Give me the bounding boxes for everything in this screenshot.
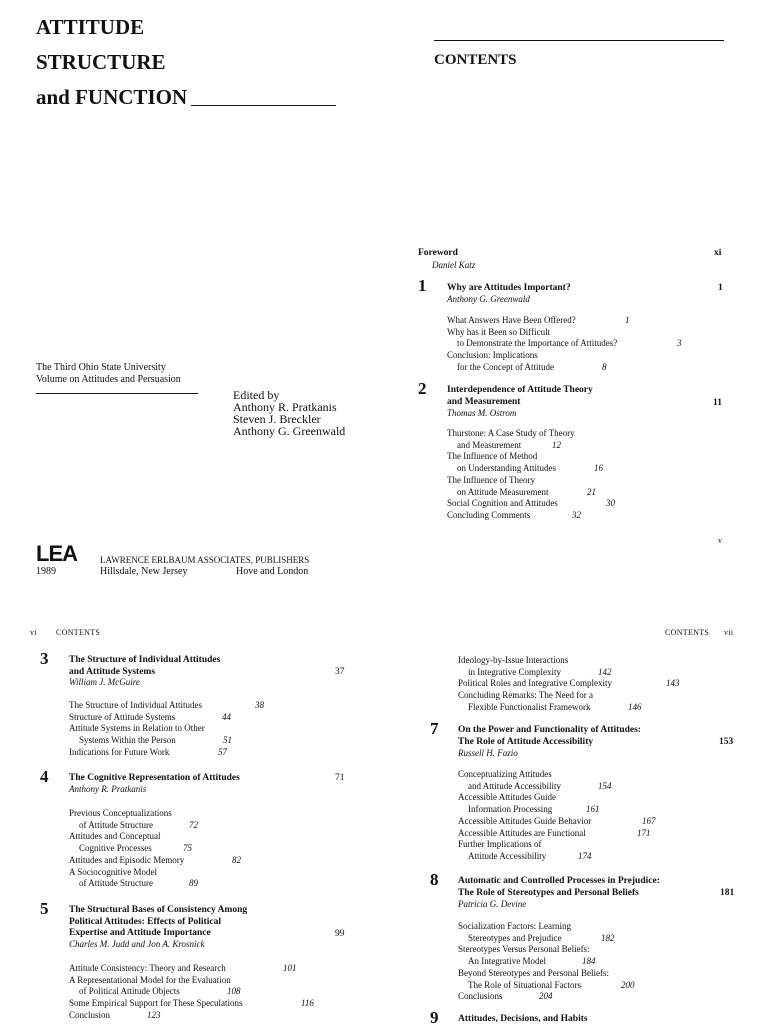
title-line-2: STRUCTURE [36,50,166,74]
section-page: 89 [189,878,198,889]
chapter-number: 4 [40,767,49,786]
chapter-sections [447,315,682,374]
editor-name: Steven J. Breckler [233,412,321,426]
section-entry: Beyond Stereotypes and Personal Beliefs: The Role of Situational Factors 200 [458,967,635,990]
chapter-title: The Structural Bases of Consistency Among Political Attitudes: Effects of Political Expertise and Attitude Importance [69,905,248,938]
section-entry: Why has it Been so Difficult to Demonstrate the Importance of Attitudes? 3 [447,326,682,349]
section-page: 154 [598,780,612,791]
publisher-name: LAWRENCE ERLBAUM ASSOCIATES, PUBLISHERS [100,555,310,565]
section-page: 3 [677,338,682,349]
section-entry: Conceptualizing Attitudes and Attitude Accessibility 154 [458,769,612,791]
publisher-place-2: Hove and London [236,566,309,577]
chapter-number: 9 [430,1008,439,1027]
section-page: 75 [183,843,192,854]
section-page: 116 [301,998,314,1009]
section-entry: Social Cognition and Attitudes 30 [447,498,615,509]
section-page: 161 [586,804,600,815]
publication-year: 1989 [36,566,56,577]
section-page: 12 [552,439,561,450]
chapter-title: The Structure of Individual Attitudes and Attitude Systems [69,655,221,677]
series-note [36,362,181,386]
section-entry: Concluding Remarks: The Need for a Flexible Functionalist Framework 146 [458,690,642,712]
running-page-number: vii [724,628,734,637]
section-entry: Conclusions 204 [458,991,553,1002]
running-page-number: vi [30,628,37,637]
section-entry: Concluding Comments 32 [447,509,581,520]
publisher-logo: LEA [36,541,77,566]
foreword-label: Foreword [418,248,458,258]
editors-block [233,389,345,437]
section-entry: What Answers Have Been Offered? 1 [447,315,630,325]
chapter-number: 8 [430,870,439,889]
section-page: 8 [602,361,607,372]
chapter-author: Patricia G. Devine [458,899,527,909]
chapter-page: 99 [335,929,345,939]
chapter-author: William J. McGuire [69,677,140,687]
title-rule [191,105,336,106]
page-mark: v [718,536,722,545]
section-page: 32 [572,509,581,520]
chapter-author: Anthony R. Pratkanis [69,784,147,794]
section-entry: The Structure of Individual Attitudes 38 [69,700,264,710]
section-entry: Stereotypes Versus Personal Beliefs: An Integrative Model 184 [458,944,596,967]
chapter-author: Charles M. Judd and Jon A. Krosnick [69,939,205,949]
continued-sections [458,655,680,714]
book-title [36,10,336,115]
section-page: 44 [222,711,231,722]
section-entry: Indications for Future Work 57 [69,746,227,757]
section-entry: The Influence of Theory on Attitude Measurement 21 [447,474,596,497]
chapter-sections [69,700,264,759]
section-entry: Thurstone: A Case Study of Theory and Measurement 12 [447,428,575,450]
section-page: 101 [283,963,297,973]
section-entry: Conclusion: Implications for the Concept of Attitude 8 [447,350,607,372]
section-entry: Conclusion 123 [69,1009,161,1020]
chapter-title: The Cognitive Representation of Attitudes [69,773,240,783]
section-page: 30 [606,498,615,509]
section-page: 174 [578,850,592,861]
running-title: CONTENTS [665,628,710,637]
section-page: 146 [628,701,642,712]
series-line-1: The Third Ohio State University [36,362,166,373]
chapter-author: Anthony G. Greenwald [447,294,530,304]
chapter-number: 7 [430,719,439,738]
series-rule [36,393,198,394]
section-entry: Structure of Attitude Systems 44 [69,711,231,722]
chapter-page: 153 [719,737,734,747]
chapter-title: Attitudes, Decisions, and Habits [458,1014,588,1024]
chapter-title: Automatic and Controlled Processes in Prejudice: The Role of Stereotypes and Personal Beliefs [458,876,660,898]
section-page: 21 [587,486,596,497]
editor-name: Anthony G. Greenwald [233,424,346,438]
chapter-page: 1 [718,283,723,293]
section-page: 182 [601,932,615,943]
section-entry: Attitude Consistency: Theory and Research 101 [69,963,297,973]
section-entry: Attitudes and Conceptual Cognitive Processes 75 [69,831,192,854]
section-page: 200 [621,979,635,990]
running-title: CONTENTS [56,628,101,637]
chapter-page: 71 [335,773,345,783]
section-entry: Further Implications of Attitude Accessibility 174 [458,839,592,861]
section-page: 123 [147,1009,161,1020]
chapter-author: Thomas M. Ostrom [447,408,517,418]
contents-top-rule [434,40,724,41]
section-entry: Some Empirical Support for These Speculations 116 [69,998,314,1009]
contents-heading: CONTENTS [434,52,517,68]
chapter-page: 181 [720,888,735,898]
section-page: 142 [598,666,612,677]
edited-by-label: Edited by [233,388,280,402]
publisher-place: Hillsdale, New Jersey [100,566,188,577]
section-page: 167 [642,815,656,826]
section-page: 38 [255,700,264,710]
section-entry: Previous Conceptualizations of Attitude Structure 72 [69,808,198,830]
chapter-sections [458,921,635,1003]
section-entry: Socialization Factors: Learning Stereotypes and Prejudice 182 [458,921,615,943]
section-page: 72 [189,819,198,830]
section-entry: Accessible Attitudes Guide Behavior 167 [458,815,656,826]
editor-name: Anthony R. Pratkanis [233,400,337,414]
chapter-number: 2 [418,379,427,398]
section-page: 51 [223,735,232,746]
foreword-page: xi [714,248,722,258]
section-entry: Accessible Attitudes Guide Information Processing 161 [458,792,600,815]
chapter-page: 37 [335,667,345,677]
section-entry: A Representational Model for the Evaluation of Political Attitude Objects 108 [69,974,241,997]
chapter-number: 5 [40,899,49,918]
title-line-3: and FUNCTION [36,85,188,109]
chapter-number: 1 [418,276,427,295]
foreword-author: Daniel Katz [432,260,476,270]
section-entry: Political Roles and Integrative Complexity 143 [458,678,680,689]
chapter-title: Why are Attitudes Important? [447,283,571,293]
chapter-sections [69,808,241,890]
section-entry: Attitudes and Episodic Memory 82 [69,854,241,865]
chapter-sections [458,769,656,863]
section-page: 184 [582,956,596,967]
title-line-1: ATTITUDE [36,15,145,39]
chapter-title: On the Power and Functionality of Attitudes: The Role of Attitude Accessibility [458,725,641,747]
section-entry: Accessible Attitudes are Functional 171 [458,827,651,838]
section-page: 171 [637,827,651,838]
section-entry: Ideology-by-Issue Interactions in Integrative Complexity 142 [458,655,612,677]
section-page: 143 [666,678,680,689]
section-entry: The Influence of Method on Understanding Attitudes 16 [447,451,603,474]
section-page: 108 [227,986,241,997]
chapter-author: Russell H. Fazio [458,748,518,758]
chapter-page: 11 [713,398,722,408]
section-page: 1 [625,315,630,325]
section-page: 57 [218,746,227,757]
section-entry: Attitude Systems in Relation to Other Systems Within the Person 51 [69,723,232,746]
section-page: 82 [232,854,241,865]
section-page: 204 [539,991,553,1002]
chapter-sections [447,428,615,522]
section-entry: A Sociocognitive Model of Attitude Structure 89 [69,866,198,889]
chapter-number: 3 [40,649,49,668]
chapter-sections [69,963,314,1022]
chapter-title: Interdependence of Attitude Theory and Measurement [447,385,593,407]
series-line-2: Volume on Attitudes and Persuasion [36,374,181,385]
section-page: 16 [594,463,603,474]
